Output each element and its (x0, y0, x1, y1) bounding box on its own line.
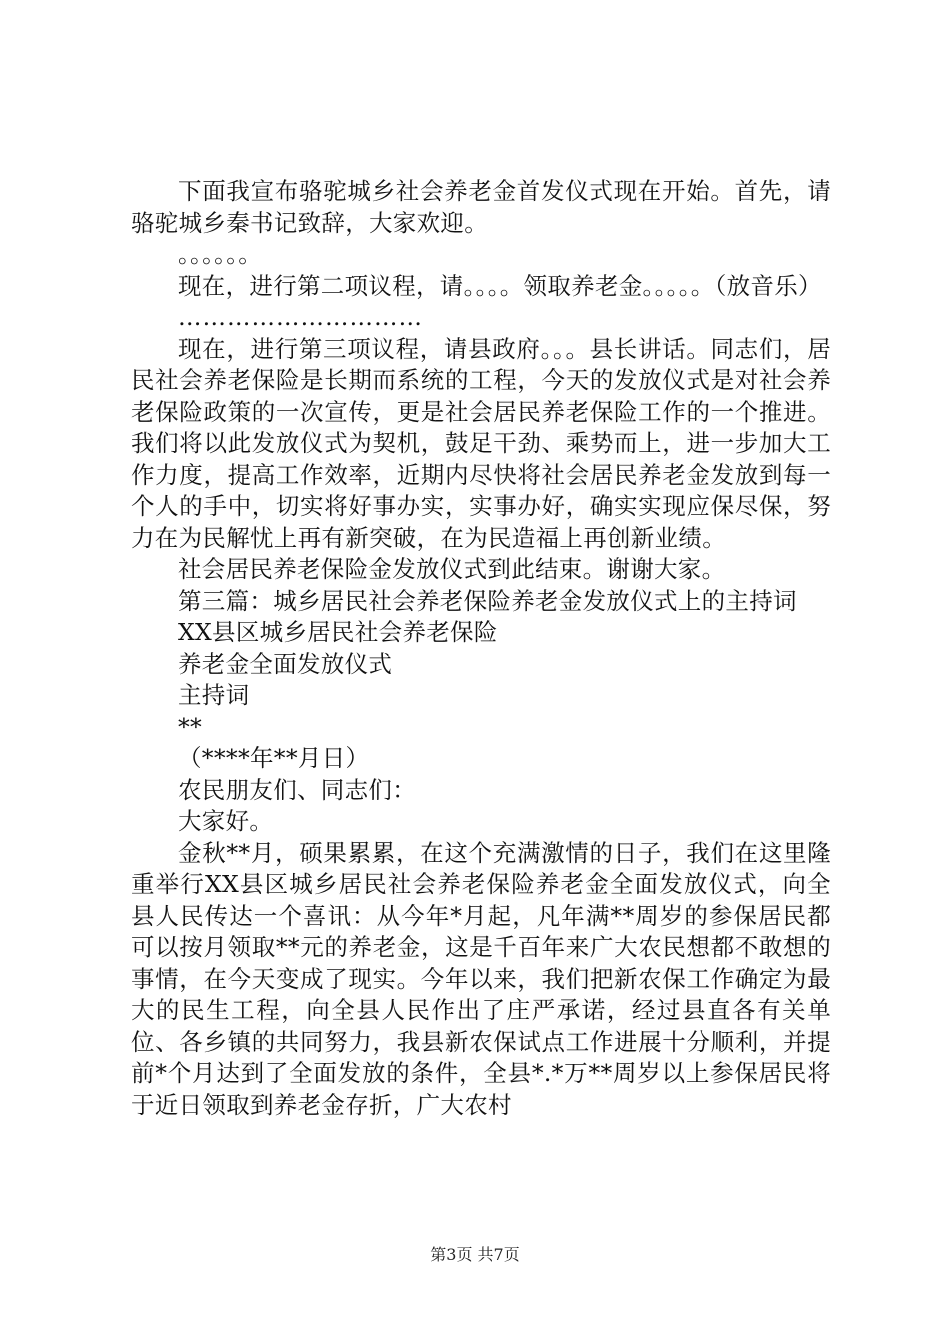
section-heading: 第三篇：城乡居民社会养老保险养老金发放仪式上的主持词 (178, 586, 797, 615)
third-agenda-paragraph: 现在，进行第三项议程，请县政府。。。县长讲话。同志们，居民社会养老保险是长期而系统的工程，今天的发放仪式是对社会养老保险政策的一次宣传，更是社会居民养老保险工作的一个推进。我们将以此发放仪式为契机，鼓足干劲、乘势而上，进一步加大工作力度，提高工作效率，近期内尽快将社会居民养老金发放到每一个人的手中，切实将好事办实，实事办好，确实实现应保尽保，努力在为民解忧上再有新突破，在为民造福上再创新业绩。 (131, 334, 831, 552)
ceremony-title-line-1: XX县区城乡居民社会养老保险 (178, 618, 498, 646)
document-body (131, 176, 831, 1121)
salutation-line: 农民朋友们、同志们： (178, 775, 416, 804)
dotted-separator-line: ………………………… (178, 303, 423, 331)
author-placeholder: ** (178, 712, 203, 741)
page-number-footer: 第3页 共7页 (430, 1245, 520, 1264)
opening-announcement-paragraph: 下面我宣布骆驼城乡社会养老金首发仪式现在开始。首先，请骆驼城乡秦书记致辞，大家欢迎。 (131, 177, 831, 237)
closing-remark-paragraph: 社会居民养老保险金发放仪式到此结束。谢谢大家。 (178, 555, 726, 583)
ellipsis-line: 。。。。。。 (178, 240, 263, 268)
main-speech-paragraph: 金秋**月，硕果累累，在这个充满激情的日子，我们在这里隆重举行XX县区城乡居民社会养老保险养老金全面发放仪式，向全县人民传达一个喜讯：从今年*月起，凡年满**周岁的参保居民都可以按月领取**元的养老金，这是千百年来广大农民想都不敢想的事情，在今天变成了现实。今年以来，我们把新农保工作确定为最大的民生工程，向全县人民作出了庄严承诺，经过县直各有关单位、各乡镇的共同努力，我县新农保试点工作进展十分顺利，并提前*个月达到了全面发放的条件，全县*.*万**周岁以上参保居民将于近日领取到养老金存折，广大农村 (131, 838, 831, 1119)
greeting-line: 大家好。 (178, 807, 274, 835)
second-agenda-paragraph: 现在，进行第二项议程，请。。。。领取养老金。。。。。（放音乐） (178, 271, 822, 300)
ceremony-title-line-2: 养老金全面发放仪式 (178, 649, 393, 678)
date-placeholder: （****年**月日） (178, 744, 370, 772)
ceremony-title-line-3: 主持词 (178, 681, 250, 709)
